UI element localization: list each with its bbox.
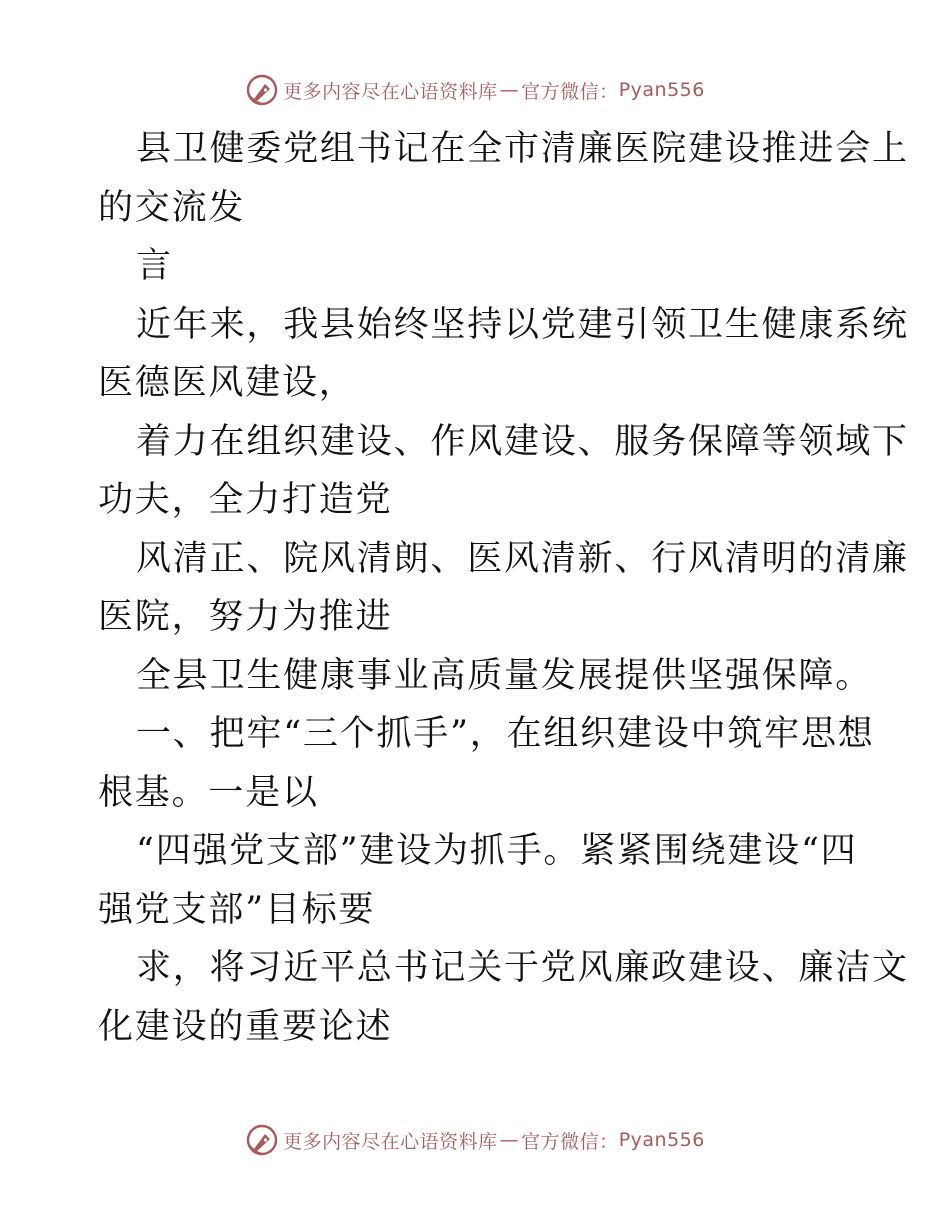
paragraph-line: 医院，努力为推进: [98, 597, 393, 637]
paragraph-line: 求，将习近平总书记关于党风廉政建设、廉洁文: [136, 948, 909, 988]
paragraph-line: 风清正、院风清朗、医风清新、行风清明的清廉: [136, 538, 909, 579]
watermark-text: 更多内容尽在心语资料库: [283, 1130, 498, 1153]
paragraph-line: 近年来，我县始终坚持以党建引领卫生健康系统: [136, 304, 909, 345]
watermark-official-label: 官方微信：: [521, 80, 619, 103]
watermark-account: Pyan556: [618, 1129, 705, 1151]
watermark-separator: —: [499, 79, 520, 101]
paragraph-line: 医德医风建设，: [98, 363, 356, 403]
paragraph-line: 强党支部”目标要: [98, 889, 376, 930]
footer-watermark: [0, 1120, 950, 1160]
document-title-line-1: 县卫健委党组书记在全市清廉医院建设推进会上: [136, 129, 909, 169]
paragraph-line: “四强党支部”建设为抓手。紧紧围绕建设“四: [136, 831, 858, 871]
pen-nib-logo-icon: [245, 73, 279, 107]
document-title-line-2: 的交流发: [98, 187, 246, 228]
section-heading-line: 根基。一是以: [98, 772, 319, 813]
pen-nib-logo-icon: [245, 1123, 279, 1157]
watermark-account: Pyan556: [618, 79, 705, 101]
paragraph-line: 化建设的重要论述: [98, 1006, 393, 1047]
document-body: [98, 120, 909, 1056]
watermark-official-label: 官方微信：: [521, 1130, 619, 1153]
header-watermark: [0, 70, 950, 110]
section-heading-line: 一、把牢“三个抓手”，在组织建设中筑牢思想: [136, 714, 875, 754]
paragraph-line: 全县卫生健康事业高质量发展提供坚强保障。: [136, 655, 873, 696]
paragraph-line: 功夫，全力打造党: [98, 480, 393, 520]
watermark-text: 更多内容尽在心语资料库: [283, 80, 498, 103]
document-title-line-3: 言: [136, 246, 173, 286]
paragraph-line: 着力在组织建设、作风建设、服务保障等领域下: [136, 421, 909, 462]
watermark-separator: —: [499, 1129, 520, 1151]
